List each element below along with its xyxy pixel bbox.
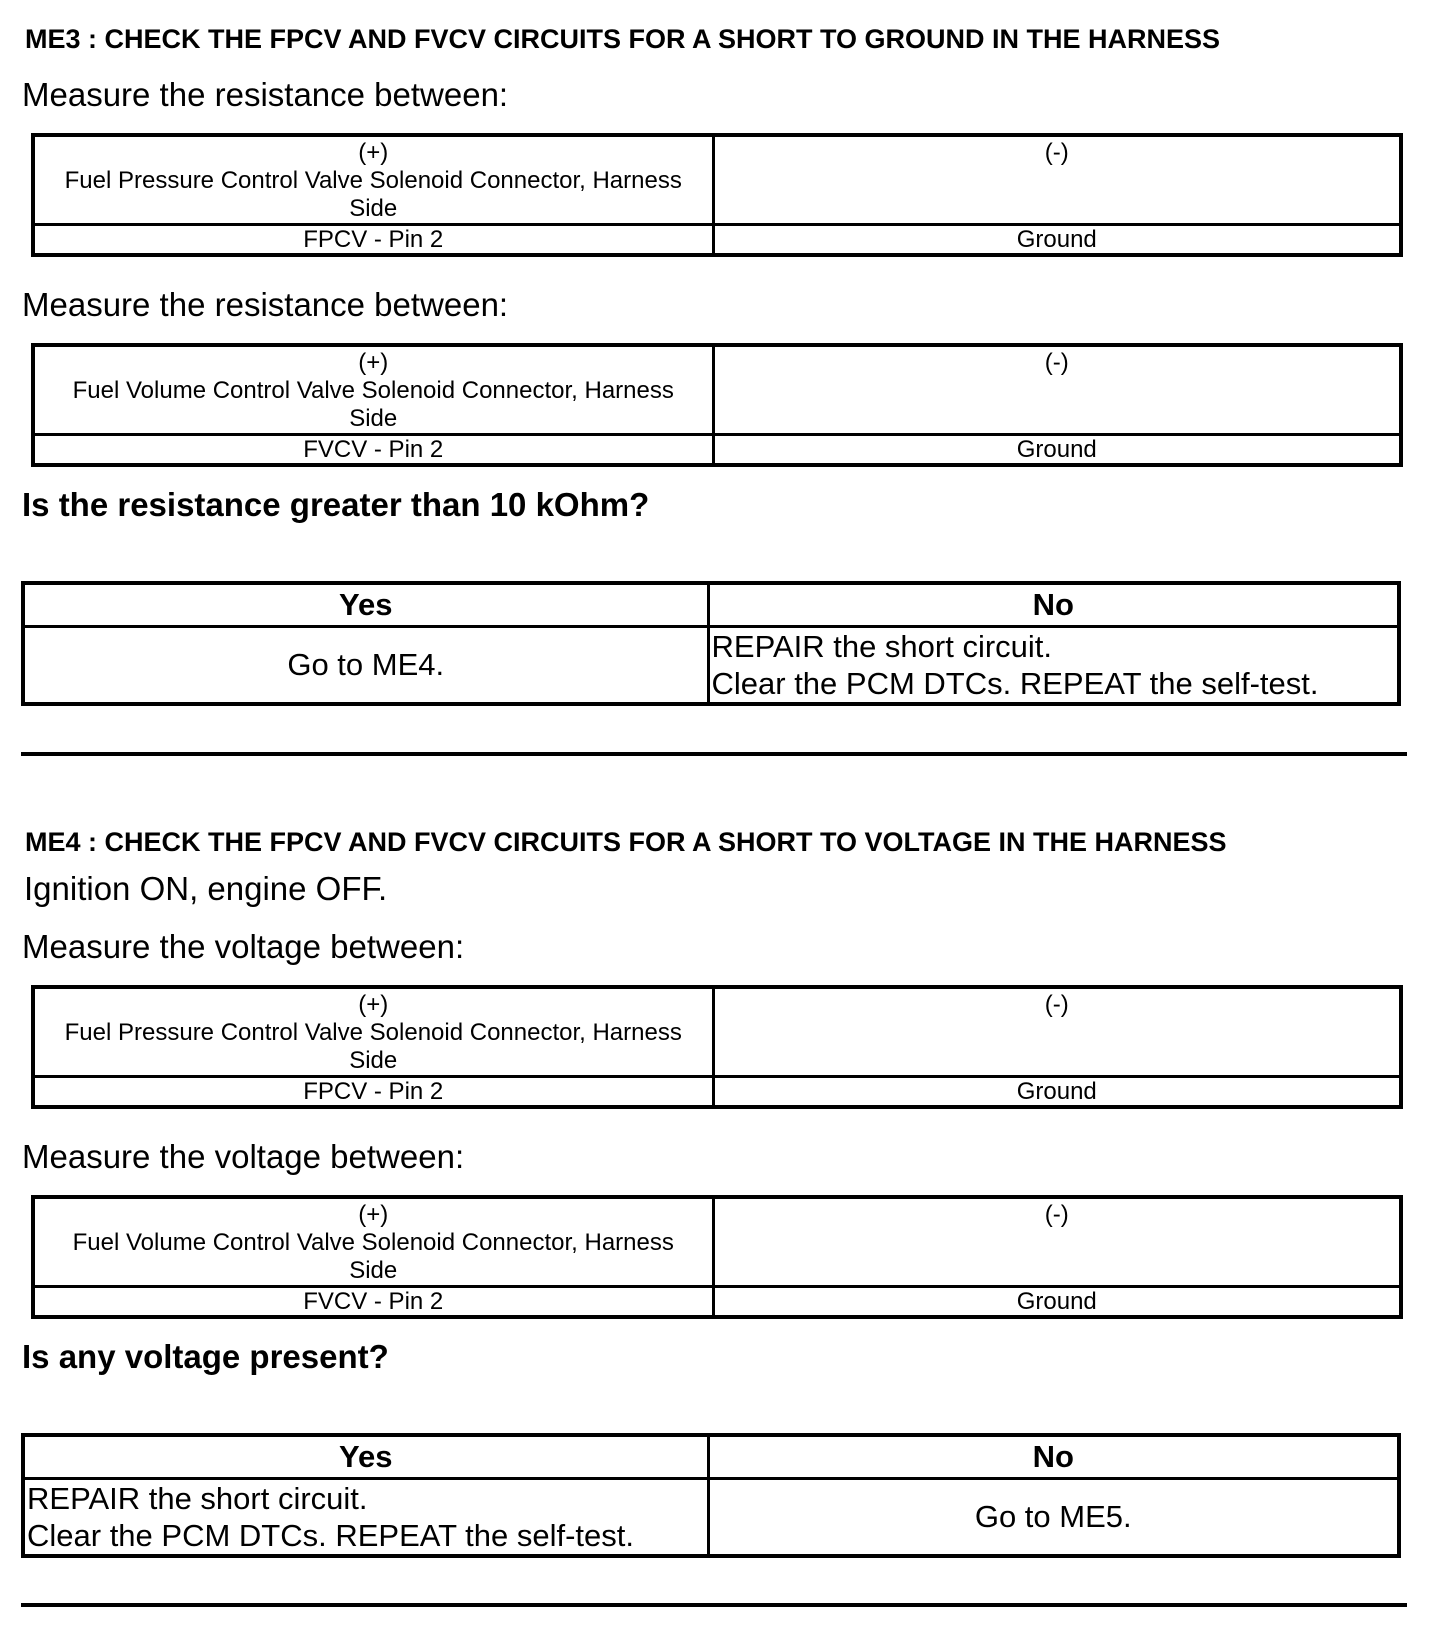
no-action: Go to ME5. xyxy=(708,1479,1399,1557)
plus-connector-desc: Fuel Pressure Control Valve Solenoid Connector, Harness xyxy=(64,167,682,194)
plus-connector-side: Side xyxy=(349,195,398,222)
me4-measure-table-1 xyxy=(31,985,1403,1109)
minus-symbol: (-) xyxy=(1044,349,1069,376)
no-action xyxy=(708,627,1399,705)
me4-question: Is any voltage present? xyxy=(22,1338,389,1375)
minus-pin-value: Ground xyxy=(713,435,1401,466)
plus-symbol: (+) xyxy=(358,139,389,166)
no-header: No xyxy=(708,583,1399,627)
plus-pin-value: FPCV - Pin 2 xyxy=(33,1077,713,1108)
me3-step-title: ME3 : CHECK THE FPCV AND FVCV CIRCUITS FOR A SHORT TO GROUND IN THE HARNESS xyxy=(25,24,1221,54)
yes-action-line-2: Clear the PCM DTCs. REPEAT the self-test. xyxy=(27,1518,634,1553)
plus-connector-desc: Fuel Pressure Control Valve Solenoid Connector, Harness xyxy=(64,1019,682,1046)
yes-action xyxy=(23,1479,708,1557)
me4-measure-table-2 xyxy=(31,1195,1403,1319)
me3-instruction-2: Measure the resistance between: xyxy=(22,286,509,323)
minus-terminal-header xyxy=(713,1197,1401,1287)
me3-measure-table-2 xyxy=(31,343,1403,467)
no-header: No xyxy=(708,1435,1399,1479)
me4-result-table xyxy=(21,1433,1401,1558)
plus-terminal-header xyxy=(33,345,713,435)
plus-connector-desc: Fuel Volume Control Valve Solenoid Connector, Harness xyxy=(72,1229,674,1256)
me4-instruction-2: Measure the voltage between: xyxy=(22,1138,465,1175)
me3-result-table xyxy=(21,581,1401,706)
minus-pin-value: Ground xyxy=(713,225,1401,256)
plus-symbol: (+) xyxy=(358,349,389,376)
no-action-line-1: REPAIR the short circuit. xyxy=(711,629,1053,664)
no-action-line-2: Clear the PCM DTCs. REPEAT the self-test. xyxy=(711,666,1319,701)
minus-symbol: (-) xyxy=(1044,1201,1069,1228)
me3-measure-table-1 xyxy=(31,133,1403,257)
plus-symbol: (+) xyxy=(358,1201,389,1228)
plus-connector-side: Side xyxy=(349,1257,398,1284)
me3-instruction-1: Measure the resistance between: xyxy=(22,76,509,113)
plus-connector-desc: Fuel Volume Control Valve Solenoid Connector, Harness xyxy=(72,377,674,404)
plus-terminal-header xyxy=(33,1197,713,1287)
plus-terminal-header xyxy=(33,135,713,225)
plus-terminal-header xyxy=(33,987,713,1077)
minus-symbol: (-) xyxy=(1044,991,1069,1018)
plus-symbol: (+) xyxy=(358,991,389,1018)
me3-question: Is the resistance greater than 10 kOhm? xyxy=(22,486,650,523)
minus-terminal-header xyxy=(713,135,1401,225)
section-divider xyxy=(21,752,1407,756)
plus-pin-value: FPCV - Pin 2 xyxy=(33,225,713,256)
me4-instruction-1: Measure the voltage between: xyxy=(22,928,465,965)
me4-step-title: ME4 : CHECK THE FPCV AND FVCV CIRCUITS FOR A SHORT TO VOLTAGE IN THE HARNESS xyxy=(25,827,1227,857)
yes-action: Go to ME4. xyxy=(23,627,708,705)
minus-terminal-header xyxy=(713,345,1401,435)
yes-header: Yes xyxy=(23,1435,708,1479)
plus-pin-value: FVCV - Pin 2 xyxy=(33,435,713,466)
minus-symbol: (-) xyxy=(1044,139,1069,166)
section-divider xyxy=(21,1603,1407,1607)
minus-pin-value: Ground xyxy=(713,1077,1401,1108)
me4-condition: Ignition ON, engine OFF. xyxy=(24,870,388,907)
minus-terminal-header xyxy=(713,987,1401,1077)
plus-connector-side: Side xyxy=(349,405,398,432)
yes-action-line-1: REPAIR the short circuit. xyxy=(27,1481,368,1516)
minus-pin-value: Ground xyxy=(713,1287,1401,1318)
plus-pin-value: FVCV - Pin 2 xyxy=(33,1287,713,1318)
yes-header: Yes xyxy=(23,583,708,627)
plus-connector-side: Side xyxy=(349,1047,398,1074)
